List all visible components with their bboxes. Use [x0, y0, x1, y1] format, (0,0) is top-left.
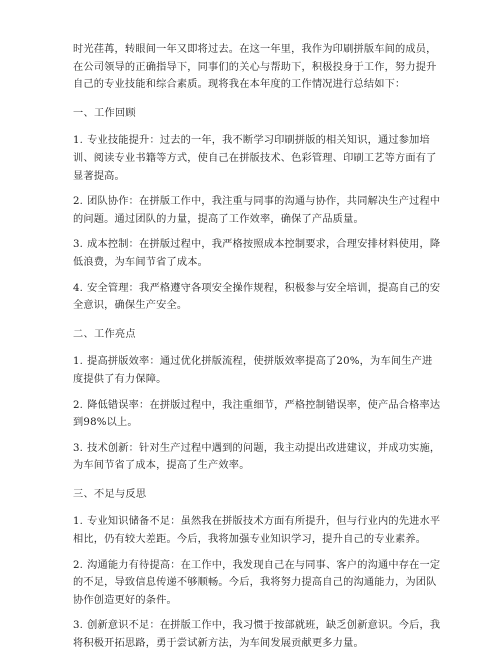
list-item — [73, 397, 442, 432]
item-number: 1. — [73, 516, 84, 528]
item-number: 3. — [73, 442, 84, 454]
item-number: 4. — [73, 282, 84, 294]
list-item — [73, 617, 442, 652]
section-review — [73, 105, 442, 315]
item-text: 降低错误率：在拼版过程中，我注重细节，严格控制错误率，使产品合格率达到98%以上。 — [73, 399, 441, 429]
list-item — [73, 557, 442, 610]
item-number: 3. — [73, 239, 84, 251]
item-text: 团队协作：在拼版工作中，我注重与同事的沟通与协作，共同解决生产过程中的问题。通过团队的力量，提高了工作效率，确保了产品质量。 — [73, 196, 441, 225]
item-number: 3. — [73, 620, 84, 632]
item-number: 1. — [73, 356, 84, 368]
section-highlights — [73, 326, 442, 475]
item-text: 安全管理：我严格遵守各项安全操作规程，积极参与安全培训，提高自己的安全意识，确保生产安全。 — [73, 282, 441, 312]
intro-paragraph: 时光荏苒，转眼间一年又即将过去。在这一年里，我作为印刷拼版车间的成员，在公司领导的正确指导下，同事们的关心与帮助下，积极投身于工作，努力提升自己的专业技能和综合素质。现将我在本年度的工作情况进行总结如下： — [73, 44, 437, 91]
item-text: 专业知识储备不足：虽然我在拼版技术方面有所提升，但与行业内的先进水平相比，仍有较大差距。今后，我将加强专业知识学习，提升自己的专业素养。 — [73, 516, 441, 546]
list-item — [73, 193, 442, 228]
list-item — [73, 440, 442, 475]
item-text: 专业技能提升：过去的一年，我不断学习印刷拼版的相关知识，通过参加培训、阅读专业书籍等方式，使自己在拼版技术、色彩管理、印刷工艺等方面有了显著提高。 — [73, 135, 437, 182]
list-item — [73, 513, 442, 548]
item-text: 创新意识不足：在拼版工作中，我习惯于按部就班，缺乏创新意识。今后，我将积极开拓思路，勇于尝试新方法，为车间发展贡献更多力量。 — [73, 620, 441, 650]
item-number: 1. — [73, 135, 84, 147]
list-item — [73, 132, 442, 185]
section-reflection — [73, 486, 442, 653]
item-text: 技术创新：针对生产过程中遇到的问题，我主动提出改进建议，并成功实施，为车间节省了成本，提高了生产效率。 — [73, 442, 441, 472]
list-item — [73, 236, 442, 271]
section-heading: 三、不足与反思 — [73, 488, 147, 500]
item-text: 成本控制：在拼版过程中，我严格按照成本控制要求，合理安排材料使用，降低浪费，为车间节省了成本。 — [73, 239, 441, 268]
item-number: 2. — [73, 399, 84, 411]
item-text: 沟通能力有待提高：在工作中，我发现自己在与同事、客户的沟通中存在一定的不足，导致信息传递不够顺畅。今后，我将努力提高自己的沟通能力，为团队协作创造更好的条件。 — [73, 559, 441, 606]
list-item — [73, 353, 442, 388]
section-heading: 二、工作亮点 — [73, 328, 136, 340]
item-number: 2. — [73, 559, 84, 571]
section-heading: 一、工作回顾 — [73, 107, 136, 119]
list-item — [73, 280, 442, 315]
item-number: 2. — [73, 196, 84, 208]
item-text: 提高拼版效率：通过优化拼版流程，使拼版效率提高了20%，为车间生产进度提供了有力保障。 — [73, 356, 433, 385]
